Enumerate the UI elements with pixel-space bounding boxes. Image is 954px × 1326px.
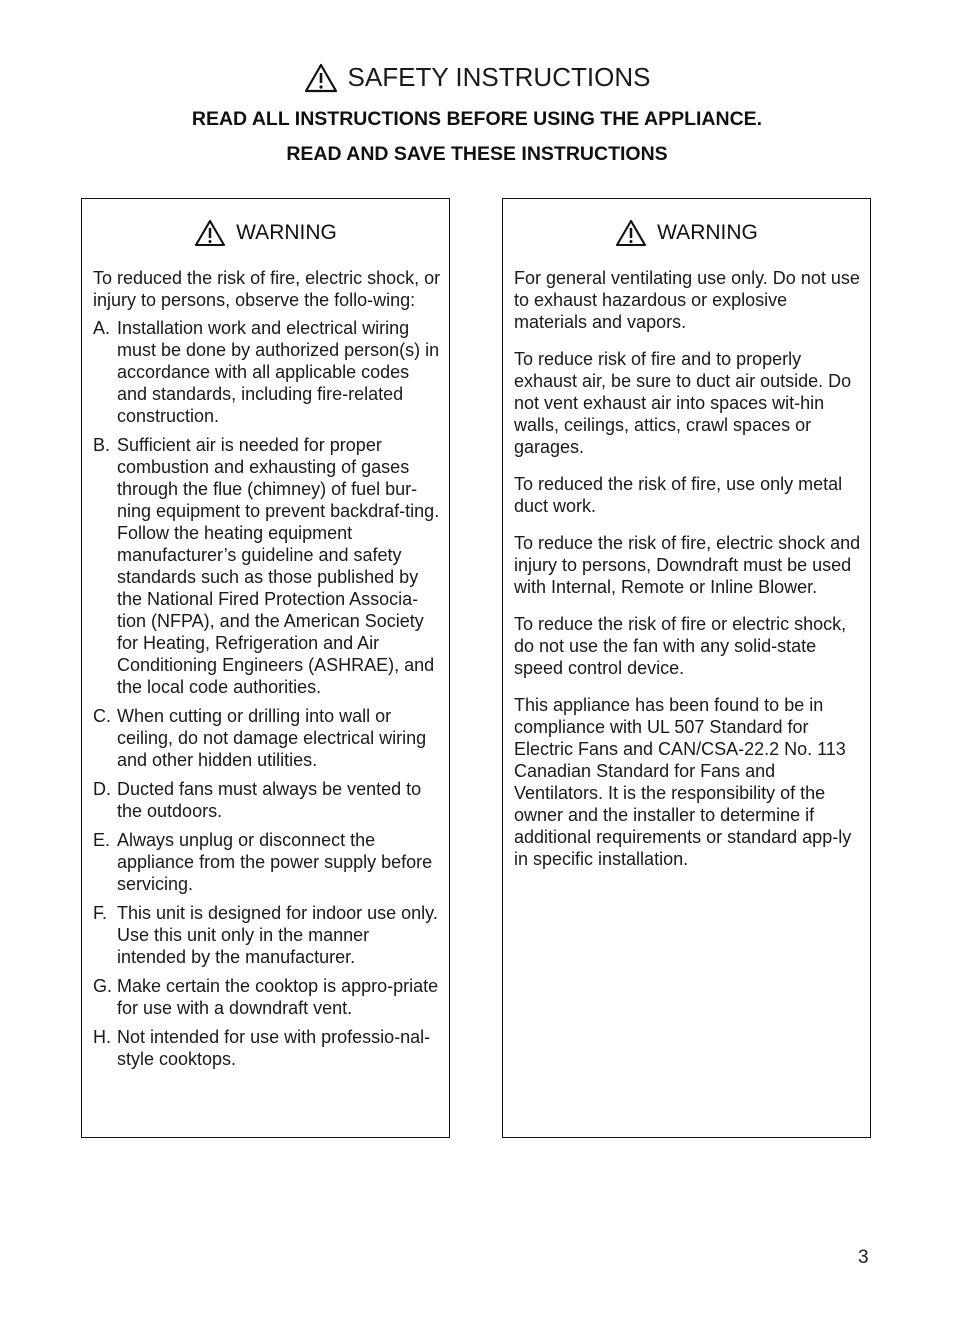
item-letter: E. [93,830,111,850]
warning-paragraph: For general ventilating use only. Do not use to exhaust hazardous or explosive materials and vapors. [514,268,860,332]
warning-paragraph: To reduce the risk of fire, electric shock and injury to persons, Downdraft must be used with Internal, Remote or Inline Blower. [514,533,861,597]
warning-intro: To reduced the risk of fire, electric shock, or injury to persons, observe the follo-wing: [93,268,441,310]
item-text: Sufficient air is needed for proper combustion and exhausting of gases through the flue (chimney) of fuel bur-ning equipment to prevent backdraf-ting. Follow the heating equipment manufacturer’s guideline and safety standards such as those published by the National Fired Protection Associa-tion (NFPA), and the American Society for Heating, Refrigeration and Air Conditioning Engineers (ASHRAE), and the local code authorities. [117,435,440,697]
item-letter: F. [93,903,108,923]
list-item [93,434,443,698]
item-letter: B. [93,435,111,455]
item-text: Not intended for use with professio-nal-style cooktops. [117,1027,431,1069]
list-item [93,778,443,822]
page-title [0,62,954,93]
item-text: Installation work and electrical wiring must be done by authorized person(s) in accordance with all applicable codes and standards, including fire-related construction. [117,318,440,426]
item-letter: D. [93,779,111,799]
item-letter: A. [93,318,111,338]
warning-heading-text: WARNING [236,221,337,244]
warning-box-right [502,198,871,1138]
item-text: This unit is designed for indoor use only. Use this unit only in the manner intended by the manufacturer. [117,903,438,967]
item-letter: H. [93,1027,111,1047]
warning-box-left [81,198,450,1138]
warning-body-right [514,267,864,885]
warning-heading [82,219,449,247]
list-item [93,902,443,968]
warning-heading [503,219,870,247]
warning-heading-text: WARNING [657,221,758,244]
warning-paragraph: To reduce risk of fire and to properly exhaust air, be sure to duct air outside. Do not vent exhaust air into spaces wit-hin walls, ceilings, attics, crawl spaces or garages. [514,349,852,457]
list-item [93,1026,443,1070]
warning-triangle-icon [194,219,226,247]
subtitle-read-all: READ ALL INSTRUCTIONS BEFORE USING THE APPLIANCE. [191,108,763,130]
list-item [93,975,443,1019]
item-text: Make certain the cooktop is appro-priate for use with a downdraft vent. [117,976,439,1018]
page-number: 3 [858,1247,869,1268]
warning-paragraph: To reduced the risk of fire, use only metal duct work. [514,474,843,516]
item-letter: G. [93,976,113,996]
warning-triangle-icon [615,219,647,247]
subtitle-read-save: READ AND SAVE THESE INSTRUCTIONS [286,143,668,165]
warning-paragraph: To reduce the risk of fire or electric shock, do not use the fan with any solid-state speed control device. [514,614,847,678]
page-title-text: SAFETY INSTRUCTIONS [347,62,651,92]
list-item [93,317,443,427]
item-text: Always unplug or disconnect the appliance from the power supply before servicing. [117,830,433,894]
warning-triangle-icon [304,63,338,93]
instruction-list [93,317,443,1070]
list-item [93,829,443,895]
warning-paragraph: This appliance has been found to be in compliance with UL 507 Standard for Electric Fans and CAN/CSA-22.2 No. 113 Canadian Standard for Fans and Ventilators. It is the responsibility of the owner and the installer to determine if additional requirements or standard app-ly in specific installation. [514,695,852,869]
warning-body-left [93,267,443,1077]
item-letter: C. [93,706,111,726]
item-text: When cutting or drilling into wall or ceiling, do not damage electrical wiring and other hidden utilities. [117,706,427,770]
item-text: Ducted fans must always be vented to the outdoors. [117,779,422,821]
list-item [93,705,443,771]
